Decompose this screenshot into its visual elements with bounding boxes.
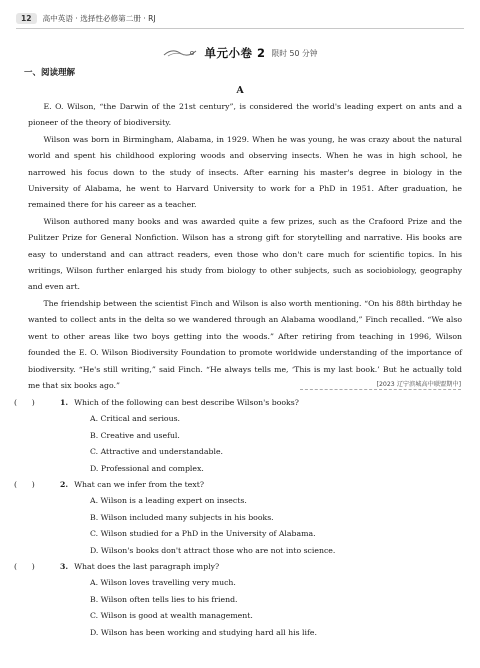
option-a: A. Wilson loves travelling very much. [90,578,236,588]
header-divider [16,28,464,29]
passage-paragraph: The friendship between the scientist Finch and Wilson is also worth mentioning. “On his 88th birthday he wanted to collect ants in the delta so we wandered through an Alabama woodland,” Finch recalled. “We also went to other areas like two boys getting into the woods.” After retiring from teaching in 1996, Wilson founded the E. O. Wilson Biodiversity Foundation to promote worldwide understanding of the importance of biodiversity. “He's still writing,” said Finch. “He always tells me, ‘This is my last book.’ But he actually told me that six books ago.” [28,298,462,390]
passage-paragraph: Wilson authored many books and was awarded quite a few prizes, such as the Crafoord Prize and the Pulitzer Prize for General Nonfiction. Wilson has a strong gift for storytelling and narrative. His books are easy to understand and can attract readers, even those who don't care much for scientific topics. In his writings, Wilson further enlarged his study from biology to other subjects, such as sociobiology, geography and even art. [28,216,462,292]
source-citation: [2023 辽宁滨城高中联盟期中] [376,381,461,388]
question-stem-row [14,477,462,493]
time-limit: 限时 50 分钟 [271,48,318,58]
question-number: 2. [60,480,69,489]
page-number: 12 [16,13,37,24]
passage-paragraph: E. O. Wilson, “the Darwin of the 21st century”, is considered the world's leading expert on ants and a pioneer of the theory of biodiversity. [28,102,462,128]
question-number: 1. [60,398,69,407]
passage-paragraph: Wilson was born in Birmingham, Alabama, in 1929. When he was young, he was crazy about the natural world and spent his childhood exploring woods and observing insects. When he was in high school, he narrowed his focus down to the study of insects. After earning his master's degree in biology in the University of Alabama, he went to Harvard University to work for a PhD in 1951. After graduation, he remained there for his career as a teacher. [28,134,462,210]
passage-label: A [236,85,244,96]
option-d: D. Wilson's books don't attract those who are not into science. [90,545,336,555]
running-header [16,9,464,27]
option-d: D. Professional and complex. [90,463,204,473]
option-a: A. Wilson is a leading expert on insects. [90,496,247,506]
unit-title-row [0,45,480,61]
option-d: D. Wilson has been working and studying hard all his life. [90,627,317,637]
passage-body [28,99,462,394]
header-text: 高中英语 · 选择性必修第二册 · RJ [42,13,156,23]
option-c: C. Attractive and understandable. [90,447,224,457]
question-stem-row [14,559,462,575]
option-c: C. Wilson is good at wealth management. [90,611,253,621]
source-divider [300,389,461,390]
question-1 [14,395,462,477]
question-stem: What does the last paragraph imply? [74,562,220,571]
unit-title: 单元小卷 2 [204,46,266,60]
option-b: B. Wilson included many subjects in his books. [90,512,274,522]
question-stem-row [14,395,462,411]
answer-blank[interactable]: ( ) [14,562,35,571]
answer-blank[interactable]: ( ) [14,480,35,489]
answer-blank[interactable]: ( ) [14,398,35,407]
question-number: 3. [60,562,69,571]
question-3 [14,559,462,641]
option-c: C. Wilson studied for a PhD in the University of Alabama. [90,529,316,539]
question-2 [14,477,462,559]
option-b: B. Creative and useful. [90,430,180,440]
option-a: A. Critical and serious. [90,414,181,424]
question-stem: Which of the following can best describe Wilson's books? [74,398,299,407]
question-stem: What can we infer from the text? [74,480,204,489]
ornament-icon [162,47,198,59]
section-heading: 一、阅读理解 [24,68,76,78]
option-b: B. Wilson often tells lies to his friend. [90,594,238,604]
